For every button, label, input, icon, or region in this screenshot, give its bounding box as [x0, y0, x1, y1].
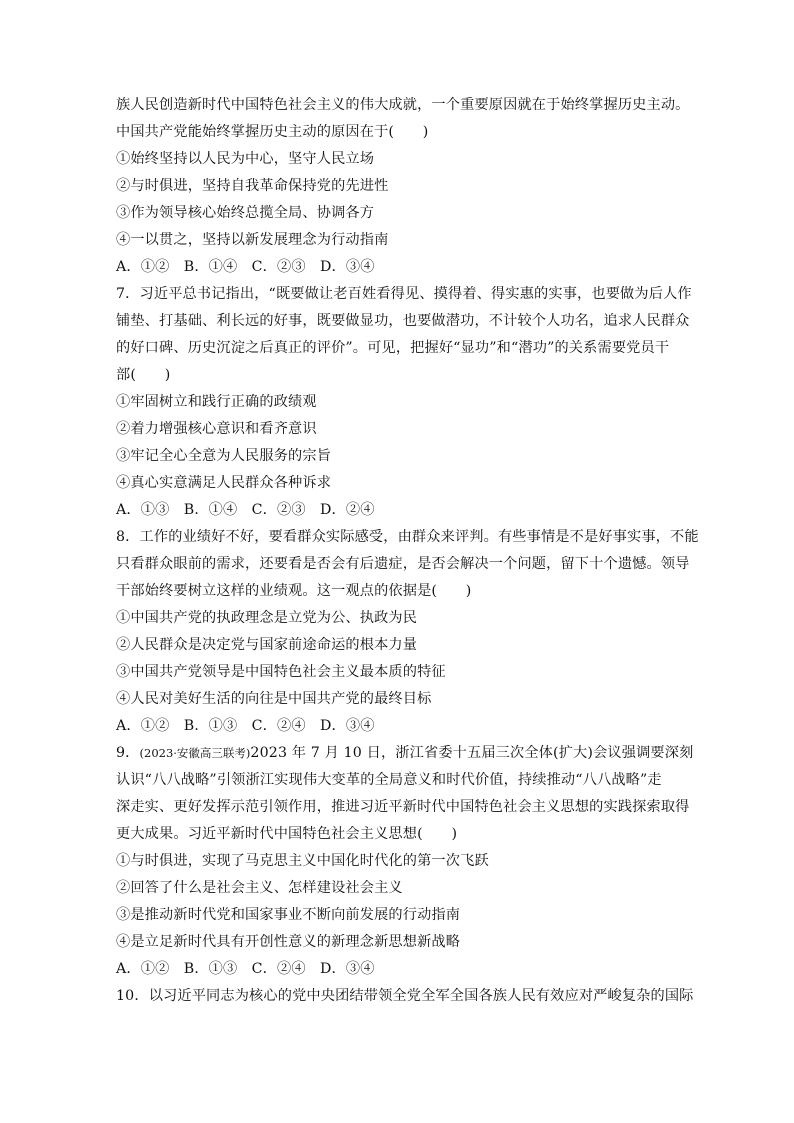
- question-9-stem-first: 2023 年 7 月 10 日，浙江省委十五届三次全体(扩大)会议强调要深刻: [250, 745, 694, 761]
- question-10: [116, 983, 694, 1010]
- question-8-choices: A．①② B．①③ C．②④ D．③④: [116, 718, 375, 734]
- question-9-choices: A．①② B．①③ C．②④ D．③④: [116, 961, 375, 977]
- question-8: [116, 524, 699, 740]
- question-7-option-3: ③牢记全心全意为人民服务的宗旨: [116, 448, 332, 464]
- question-7-stem-line: 的好口碑、历史沉淀之后真正的评价”。可见，把握好“显功”和“潜功”的关系需要党员干: [116, 340, 670, 356]
- question-9-stem-line: 认识“八八战略”引领浙江实现伟大变革的全局意义和时代价值，持续推动“八八战略”走: [116, 772, 662, 788]
- question-9-stem-line: 深走实、更好发挥示范引领作用，推进习近平新时代中国特色社会主义思想的实践探索取得: [116, 799, 690, 815]
- question-6-option-4: ④一以贯之，坚持以新发展理念为行动指南: [116, 232, 389, 248]
- question-10-stem-line: 10．以习近平同志为核心的党中央团结带领全党全军全国各族人民有效应对严峻复杂的国际: [116, 988, 694, 1004]
- question-9-option-1: ①与时俱进，实现了马克思主义中国化时代化的第一次飞跃: [116, 853, 489, 869]
- question-7-choices: A．①③ B．①④ C．②③ D．②④: [116, 502, 375, 518]
- question-6-option-1: ①始终坚持以人民为中心，坚守人民立场: [116, 151, 375, 167]
- question-9: [116, 740, 694, 983]
- question-9-source: (2023·安徽高三联考): [139, 746, 251, 760]
- question-9-stem-line: [116, 740, 694, 767]
- question-7: [116, 281, 692, 524]
- question-7-option-4: ④真心实意满足人民群众各种诉求: [116, 475, 332, 491]
- question-7-stem-line: 部( ): [116, 367, 171, 383]
- question-8-option-3: ③中国共产党领导是中国特色社会主义最本质的特征: [116, 664, 446, 680]
- question-7-stem-line: 7．习近平总书记指出，“既要做让老百姓看得见、摸得着、得实惠的实事，也要做为后人作: [116, 286, 692, 302]
- question-8-option-4: ④人民对美好生活的向往是中国共产党的最终目标: [116, 691, 432, 707]
- question-8-option-2: ②人民群众是决定党与国家前途命运的根本力量: [116, 637, 418, 653]
- question-9-option-2: ②回答了什么是社会主义、怎样建设社会主义: [116, 880, 403, 896]
- question-6-option-3: ③作为领导核心始终总揽全局、协调各方: [116, 205, 375, 221]
- question-9-option-4: ④是立足新时代具有开创性意义的新理念新思想新战略: [116, 934, 461, 950]
- question-6: [116, 92, 690, 281]
- question-content: [116, 92, 699, 1010]
- question-6-stem-line: 族人民创造新时代中国特色社会主义的伟大成就，一个重要原因就在于始终掌握历史主动。: [116, 97, 690, 113]
- question-9-number: 9．: [116, 745, 140, 761]
- question-9-option-3: ③是推动新时代党和国家事业不断向前发展的行动指南: [116, 907, 461, 923]
- question-8-stem-line: 只看群众眼前的需求，还要看是否会有后遗症，是否会解决一个问题，留下十个遗憾。领导: [116, 556, 690, 572]
- question-7-option-1: ①牢固树立和践行正确的政绩观: [116, 394, 317, 410]
- question-7-stem-line: 铺垫、打基础、利长远的好事，既要做显功，也要做潜功，不计较个人功名，追求人民群众: [116, 313, 690, 329]
- question-9-stem-line: 更大成果。习近平新时代中国特色社会主义思想( ): [116, 826, 458, 842]
- question-8-stem-line: 干部始终要树立这样的业绩观。这一观点的依据是( ): [116, 583, 472, 599]
- question-8-stem-line: 8．工作的业绩好不好，要看群众实际感受，由群众来评判。有些事情是不是好事实事，不能: [116, 529, 699, 545]
- question-8-option-1: ①中国共产党的执政理念是立党为公、执政为民: [116, 610, 418, 626]
- question-6-option-2: ②与时俱进，坚持自我革命保持党的先进性: [116, 178, 389, 194]
- question-6-choices: A．①② B．①④ C．②③ D．③④: [116, 259, 375, 275]
- question-6-stem-line: 中国共产党能始终掌握历史主动的原因在于( ): [116, 124, 429, 140]
- question-7-option-2: ②着力增强核心意识和看齐意识: [116, 421, 317, 437]
